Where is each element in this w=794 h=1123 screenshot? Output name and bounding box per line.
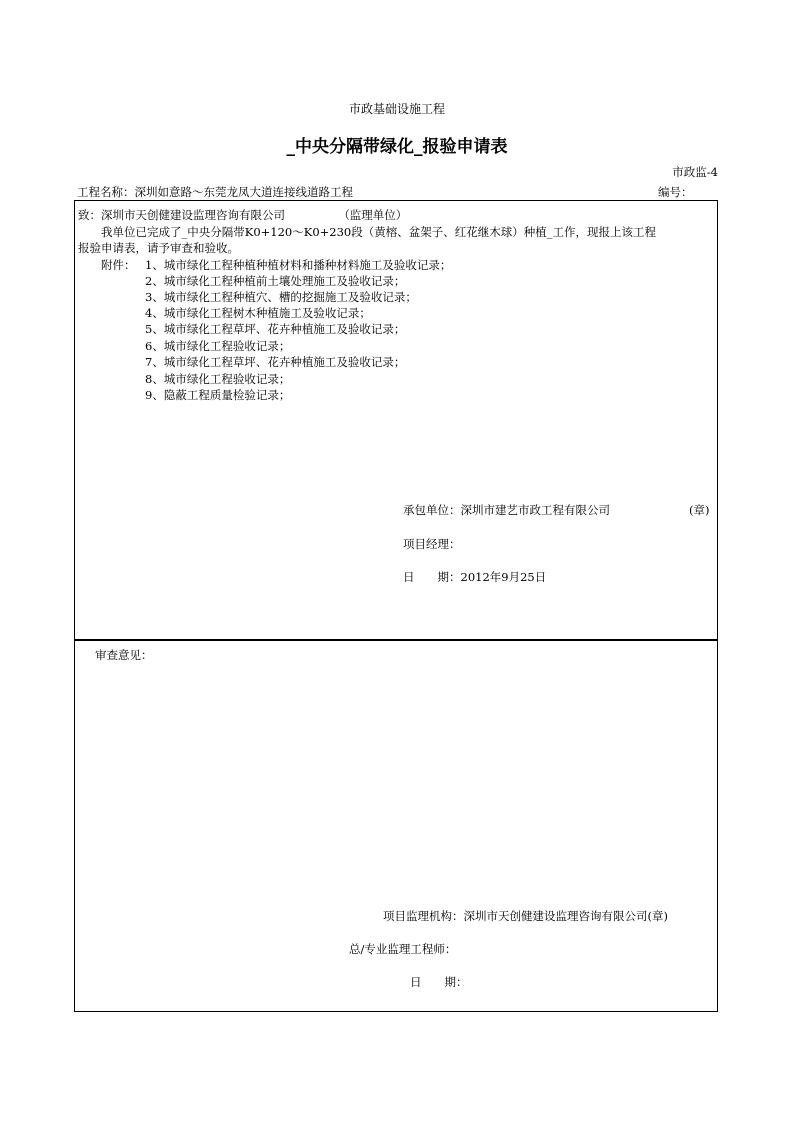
attachment-item: 2、城市绿化工程种植前土壤处理施工及验收记录； [145, 274, 406, 288]
form-title-type: 报验申请表 [422, 137, 508, 157]
addressee-line [78, 207, 407, 223]
form-code: 市政监-4 [672, 165, 718, 179]
contractor: 承包单位：深圳市建艺市政工程有限公司 [403, 503, 610, 517]
addressee: 致：深圳市天创健建设监理咨询有限公司 [78, 208, 285, 222]
completed-work: _中央分隔带K0+120～K0+230段（黄榕、盆架子、红花继木球）种植_ [181, 225, 553, 239]
body-prefix: 我单位已完成了 [101, 225, 182, 239]
addressee-role: （监理单位） [338, 208, 408, 222]
attachment-item: 4、城市绿化工程树木种植施工及验收记录； [145, 306, 371, 320]
attachment-item: 8、城市绿化工程验收记录； [145, 372, 291, 386]
project-manager: 项目经理： [403, 537, 461, 551]
attachments-label: 附件： [101, 258, 136, 272]
attachment-item: 9、隐蔽工程质量检验记录； [145, 388, 291, 402]
project-name: 工程名称：深圳如意路～东莞龙凤大道连接线道路工程 [77, 185, 353, 199]
form-title [0, 132, 794, 157]
body-suffix: 工作，现报上该工程 [552, 225, 656, 239]
attachment-item: 7、城市绿化工程草坪、花卉种植施工及验收记录； [145, 355, 406, 369]
attachment-item: 5、城市绿化工程草坪、花卉种植施工及验收记录； [145, 322, 406, 336]
review-section [74, 639, 718, 1012]
attachment-item: 6、城市绿化工程验收记录； [145, 339, 291, 353]
form-title-subject: _中央分隔带绿化_ [286, 137, 423, 157]
document-category: 市政基础设施工程 [348, 102, 445, 116]
application-body-line2: 报验申请表，请予审查和验收。 [78, 241, 239, 255]
supervision-agency: 项目监理机构：深圳市天创健建设监理咨询有限公司(章) [383, 909, 668, 923]
serial-number-label: 编号： [658, 185, 693, 199]
review-date: 日 期： [410, 975, 468, 989]
application-body [101, 224, 656, 240]
review-opinion-label: 审查意见： [95, 648, 153, 662]
supervising-engineer: 总/专业监理工程师： [349, 942, 457, 956]
contractor-seal: (章) [689, 503, 710, 517]
application-date: 日 期：2012年9月25日 [403, 570, 547, 584]
attachment-item: 3、城市绿化工程种植穴、槽的挖掘施工及验收记录； [145, 290, 417, 304]
attachment-item: 1、城市绿化工程种植种植材料和播种材料施工及验收记录； [145, 258, 452, 272]
application-section [74, 200, 718, 640]
